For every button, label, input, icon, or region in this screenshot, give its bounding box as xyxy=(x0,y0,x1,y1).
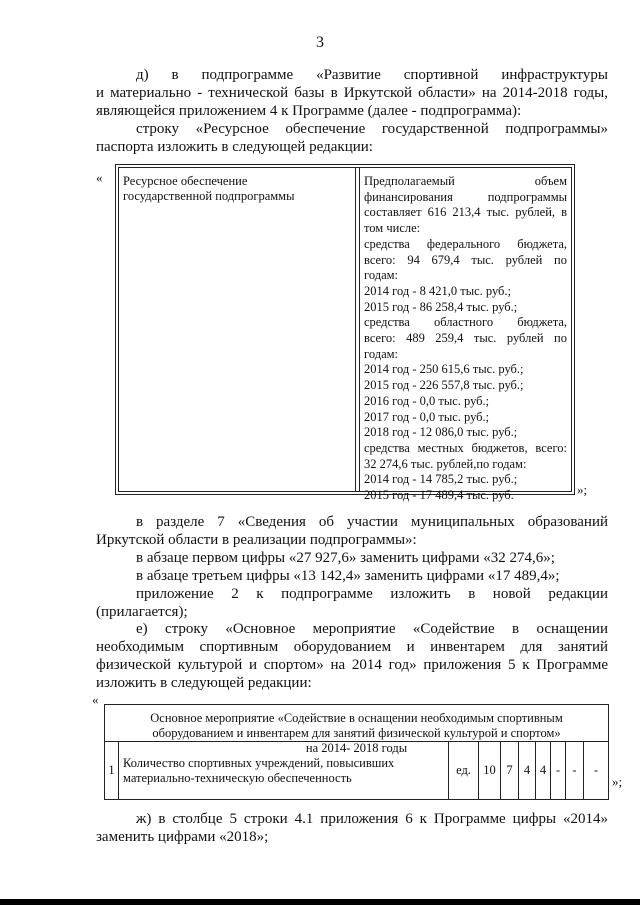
scan-edge-bar xyxy=(0,899,640,905)
text-line: всего: 489 259,4 тыс. рублей по xyxy=(364,331,567,346)
text-line: Ресурсное обеспечение xyxy=(123,174,248,188)
value-cell: - xyxy=(593,763,599,777)
text-line: паспорта изложить в следующей редакции: xyxy=(96,139,373,155)
paragraph-section7 xyxy=(96,513,608,549)
text-line: том числе: xyxy=(364,221,421,236)
closing-quote: »; xyxy=(612,774,623,789)
paragraph-e xyxy=(96,620,608,692)
text-line: Количество спортивных учреждений, повысивших xyxy=(123,755,395,770)
value-cell: 4 xyxy=(519,742,536,799)
text-line: средства местных бюджетов, всего: xyxy=(364,440,567,455)
text-line: оборудованием и инвентарем для занятий физической культурой и спортом» xyxy=(152,726,561,740)
text-line: необходимым спортивным оборудованием и инвентарем для занятий xyxy=(96,639,608,655)
opening-quote: « xyxy=(92,692,99,707)
unit-cell: ед. xyxy=(449,742,479,799)
resource-table-label-cell xyxy=(119,168,356,491)
text-line: строку «Ресурсное обеспечение государственной подпрограммы» xyxy=(136,121,608,137)
text-line: физической культурой и спортом» на 2014 год» приложения 5 к Программе xyxy=(96,657,608,673)
resource-table xyxy=(115,164,575,503)
text-line: государственной подпрограммы xyxy=(123,189,295,203)
text-line: 2015 год - 86 258,4 тыс. руб.; xyxy=(364,299,518,314)
activity-table-header xyxy=(104,704,609,755)
text-line: 2015 год - 17 489,4 тыс. руб. xyxy=(364,488,514,503)
text-line: Основное мероприятие «Содействие в оснащении необходимым спортивным xyxy=(150,711,563,725)
value-cell: 4 xyxy=(536,742,551,799)
text-line: 2015 год - 226 557,8 тыс. руб.; xyxy=(364,378,524,393)
paragraph-abz1 xyxy=(96,549,608,567)
text-line: изложить в следующей редакции: xyxy=(96,675,312,691)
text-line: д) в подпрограмме «Развитие спортивной инфраструктуры xyxy=(136,67,608,83)
text-line: Предполагаемый объем xyxy=(364,174,567,188)
text-line: приложение 2 к подпрограмме изложить в новой редакции xyxy=(136,586,608,602)
row-description-cell xyxy=(119,742,449,799)
text-line: (прилагается); xyxy=(96,604,188,620)
paragraph-appendix2 xyxy=(96,585,608,621)
text-line: е) строку «Основное мероприятие «Содействие в оснащении xyxy=(136,621,608,637)
text-line: и материально - технической базы в Иркутской области» на 2014-2018 годы, xyxy=(96,85,608,101)
value-cell: - xyxy=(551,742,566,799)
text-line: средства областного бюджета, xyxy=(364,315,567,330)
resource-table-value-cell xyxy=(359,168,571,503)
text-line: 2017 год - 0,0 тыс. руб.; xyxy=(364,409,490,424)
page-number: 3 xyxy=(316,34,324,51)
text-line: 2016 год - 0,0 тыс. руб.; xyxy=(364,393,490,408)
value-cell: - xyxy=(566,742,584,799)
text-line: 2018 год - 12 086,0 тыс. руб.; xyxy=(364,425,518,440)
text-line: в абзаце третьем цифры «13 142,4» заменить цифрами «17 489,4»; xyxy=(136,568,560,584)
text-line: средства федерального бюджета, xyxy=(364,236,567,251)
text-line: 2014 год - 250 615,6 тыс. руб.; xyxy=(364,362,524,377)
text-line: на 2014- 2018 годы xyxy=(305,741,408,755)
value-cell: 7 xyxy=(501,742,519,799)
text-line: 2014 год - 14 785,2 тыс. руб.; xyxy=(364,472,518,487)
opening-quote: « xyxy=(96,170,103,185)
paragraph-d xyxy=(96,66,608,120)
paragraph-abz3 xyxy=(96,567,608,585)
value-cell: 10 xyxy=(479,742,501,799)
text-line: заменить цифрами «2018»; xyxy=(96,829,269,845)
text-line: 2014 год - 8 421,0 тыс. руб.; xyxy=(364,283,512,298)
text-line: являющейся приложением 4 к Программе (далее - подпрограмма): xyxy=(96,103,522,119)
activity-table xyxy=(104,704,609,800)
text-line: годам: xyxy=(364,268,398,283)
paragraph-zh xyxy=(96,810,608,846)
closing-quote: »; xyxy=(577,482,588,497)
text-line: в абзаце первом цифры «27 927,6» заменить цифрами «32 274,6»; xyxy=(136,550,555,566)
text-line: финансирования подпрограммы xyxy=(364,189,567,204)
paragraph-row-instruction xyxy=(96,120,608,156)
text-line: ж) в столбце 5 строки 4.1 приложения 6 к Программе цифры «2014» xyxy=(136,811,608,827)
text-line: годам: xyxy=(364,346,398,361)
text-line: 32 274,6 тыс. рублей,по годам: xyxy=(364,456,527,471)
text-line: составляет 616 213,4 тыс. рублей, в xyxy=(364,205,567,220)
text-line: Иркутской области в реализации подпрограммы»: xyxy=(96,532,417,548)
row-number-cell: 1 xyxy=(105,742,119,799)
table-row xyxy=(104,742,609,800)
text-line: материально-техническую обеспеченность xyxy=(123,770,352,785)
text-line: всего: 94 679,4 тыс. рублей по xyxy=(364,252,567,267)
text-line: в разделе 7 «Сведения об участии муниципальных образований xyxy=(136,514,608,530)
